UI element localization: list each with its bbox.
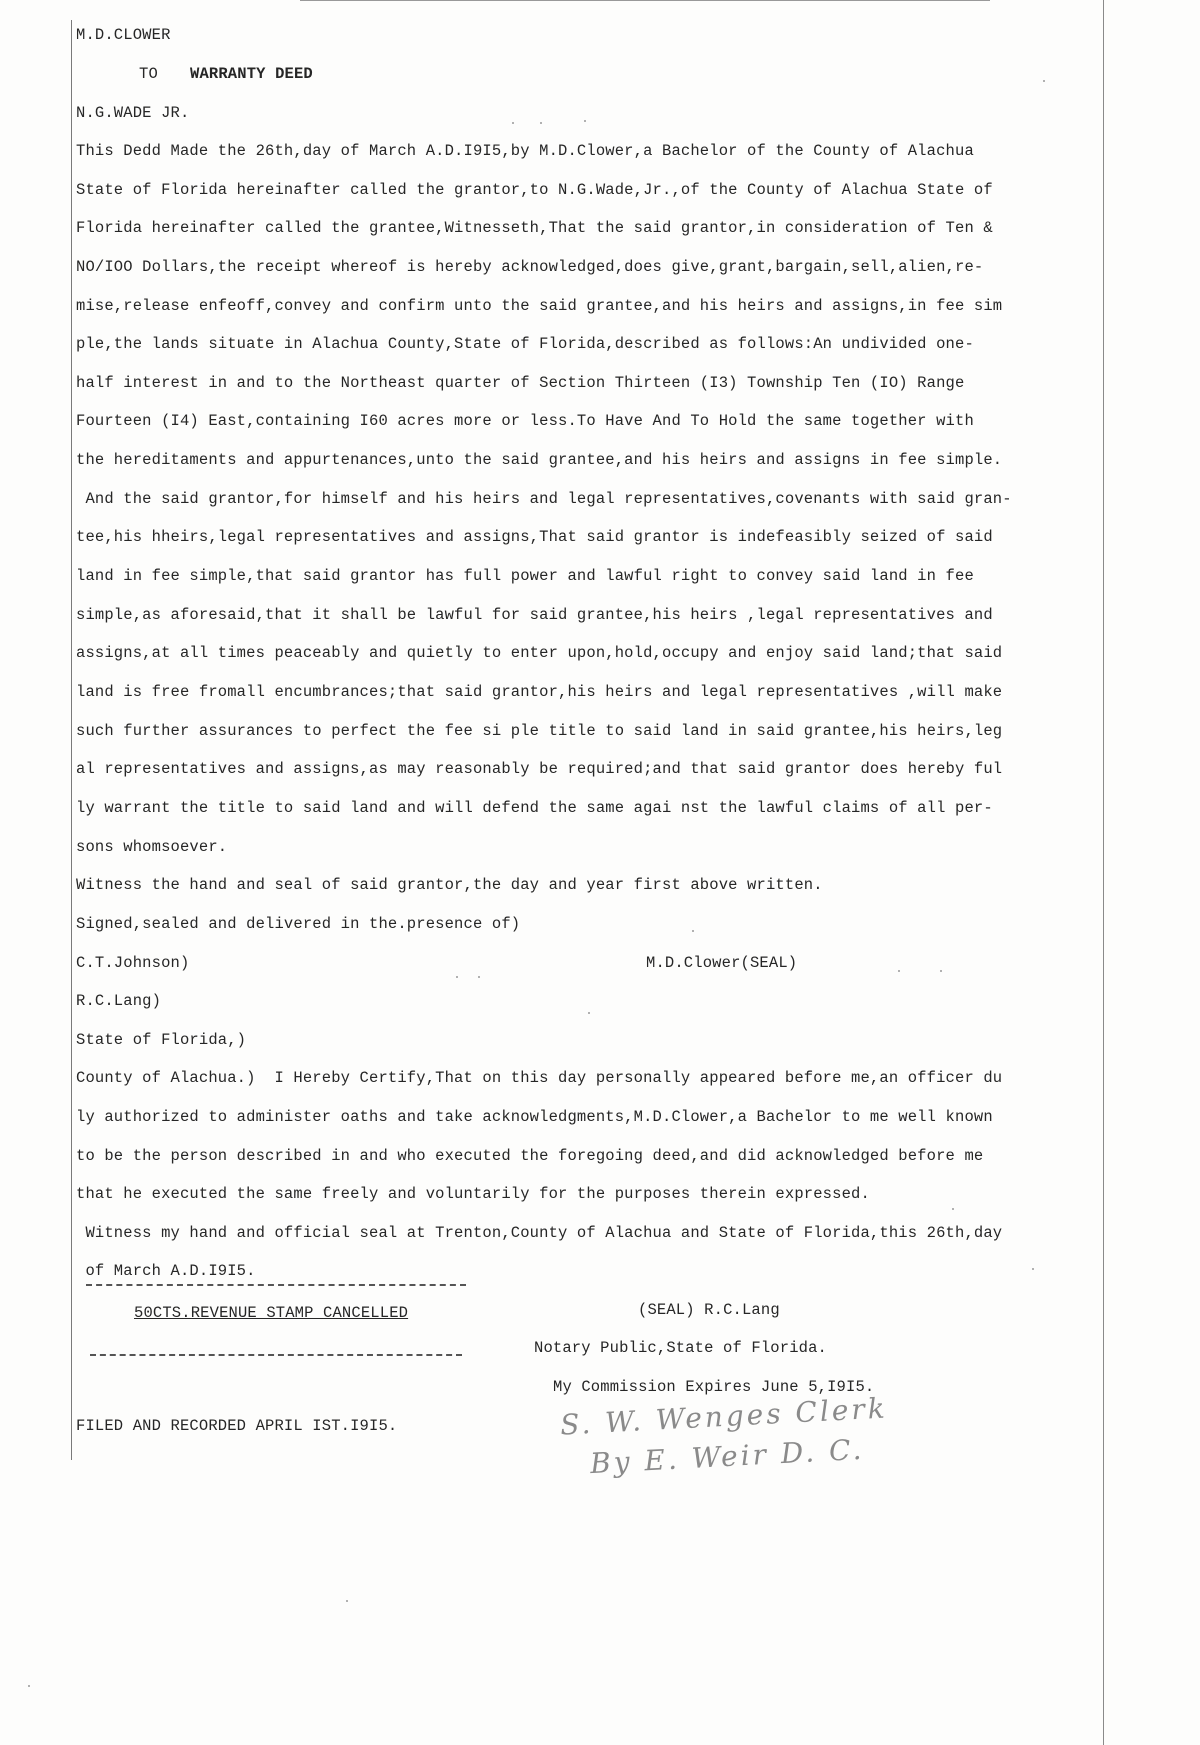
header-grantor: M.D.CLOWER <box>76 26 171 44</box>
top-edge-line <box>300 0 990 1</box>
body-line: Florida hereinafter called the grantee,Witnesseth,That the said grantor,in consideration of Ten & <box>76 219 993 237</box>
body-line: This Dedd Made the 26th,day of March A.D.I9I5,by M.D.Clower,a Bachelor of the County of Alachua <box>76 142 974 160</box>
paper-speck <box>940 970 942 972</box>
paper-speck <box>456 976 458 978</box>
ack-line: State of Florida,) <box>76 1031 247 1049</box>
paper-speck <box>1032 1268 1034 1270</box>
body-line: such further assurances to perfect the fee si ple title to said land in said grantee,his heirs,leg <box>76 722 1003 740</box>
revenue-stamp-note: 50CTS.REVENUE STAMP CANCELLED <box>134 1304 409 1322</box>
body-line: And the said grantor,for himself and his heirs and legal representatives,covenants with said gran- <box>76 490 1012 508</box>
ack-line: of March A.D.I9I5. <box>76 1262 256 1280</box>
notary-name: (SEAL) R.C.Lang <box>638 1301 780 1319</box>
body-line: NO/IOO Dollars,the receipt whereof is hereby acknowledged,does give,grant,bargain,sell,alien,re- <box>76 258 984 276</box>
notary-title: Notary Public,State of Florida. <box>534 1339 827 1357</box>
right-border-line <box>1103 0 1104 1745</box>
witness-signature-2: R.C.Lang) <box>76 992 162 1010</box>
body-line: simple,as aforesaid,that it shall be lawful for said grantee,his heirs ,legal representatives and <box>76 606 993 624</box>
body-line: land in fee simple,that said grantor has full power and lawful right to convey said land in fee <box>76 567 974 585</box>
paper-speck <box>478 976 480 978</box>
body-line: ly warrant the title to said land and will defend the same agai nst the lawful claims of all per- <box>76 799 993 817</box>
body-line: State of Florida hereinafter called the grantor,to N.G.Wade,Jr.,of the County of Alachua State of <box>76 181 993 199</box>
body-line: al representatives and assigns,as may reasonably be required;and that said grantor does hereby ful <box>76 760 1003 778</box>
body-line: sons whomsoever. <box>76 838 228 856</box>
header-grantee: N.G.WADE JR. <box>76 104 190 122</box>
grantor-signature: M.D.Clower(SEAL) <box>646 954 798 972</box>
ack-line: to be the person described in and who executed the foregoing deed,and did acknowledged before me <box>76 1147 984 1165</box>
body-line: the hereditaments and appurtenances,unto the said grantee,and his heirs and assigns in fee simple. <box>76 451 1003 469</box>
notary-commission: My Commission Expires June 5,I9I5. <box>553 1378 875 1396</box>
body-line: Fourteen (I4) East,containing I60 acres more or less.To Have And To Hold the same together with <box>76 412 974 430</box>
dashed-rule <box>86 1284 466 1286</box>
paper-speck <box>540 122 542 124</box>
header-to: TO <box>139 65 158 83</box>
body-line: Signed,sealed and delivered in the.presence of) <box>76 915 521 933</box>
paper-speck <box>512 122 514 124</box>
paper-speck <box>28 1685 30 1687</box>
body-line: tee,his hheirs,legal representatives and assigns,That said grantor is indefeasibly seized of said <box>76 528 993 546</box>
left-margin-line <box>71 20 72 1460</box>
body-line: ple,the lands situate in Alachua County,State of Florida,described as follows:An undivided one- <box>76 335 974 353</box>
body-line: Witness the hand and seal of said grantor,the day and year first above written. <box>76 876 823 894</box>
body-line: land is free fromall encumbrances;that said grantor,his heirs and legal representatives ,will make <box>76 683 1003 701</box>
witness-signature-1: C.T.Johnson) <box>76 954 190 972</box>
dashed-rule <box>90 1354 462 1356</box>
paper-speck <box>692 930 694 932</box>
clerk-signature-line2: By E. Weir D. C. <box>589 1432 866 1481</box>
header-deed-type: WARRANTY DEED <box>190 65 313 83</box>
paper-speck <box>346 1600 348 1602</box>
paper-speck <box>588 1012 590 1014</box>
body-line: assigns,at all times peaceably and quietly to enter upon,hold,occupy and enjoy said land;that said <box>76 644 1003 662</box>
paper-speck <box>1043 80 1045 82</box>
clerk-signature-line1: S. W. Wenges Clerk <box>559 1391 889 1442</box>
ack-line: that he executed the same freely and voluntarily for the purposes therein expressed. <box>76 1185 870 1203</box>
paper-speck <box>952 1208 954 1210</box>
ack-line: ly authorized to administer oaths and take acknowledgments,M.D.Clower,a Bachelor to me well known <box>76 1108 993 1126</box>
paper-speck <box>584 120 586 122</box>
body-line: half interest in and to the Northeast quarter of Section Thirteen (I3) Township Ten (IO) Range <box>76 374 965 392</box>
body-line: mise,release enfeoff,convey and confirm unto the said grantee,and his heirs and assigns,in fee sim <box>76 297 1003 315</box>
paper-speck <box>898 970 900 972</box>
ack-line: Witness my hand and official seal at Trenton,County of Alachua and State of Florida,this 26th,day <box>76 1224 1003 1242</box>
ack-line: County of Alachua.) I Hereby Certify,That on this day personally appeared before me,an officer du <box>76 1069 1003 1087</box>
filed-recorded: FILED AND RECORDED APRIL IST.I9I5. <box>76 1417 398 1435</box>
